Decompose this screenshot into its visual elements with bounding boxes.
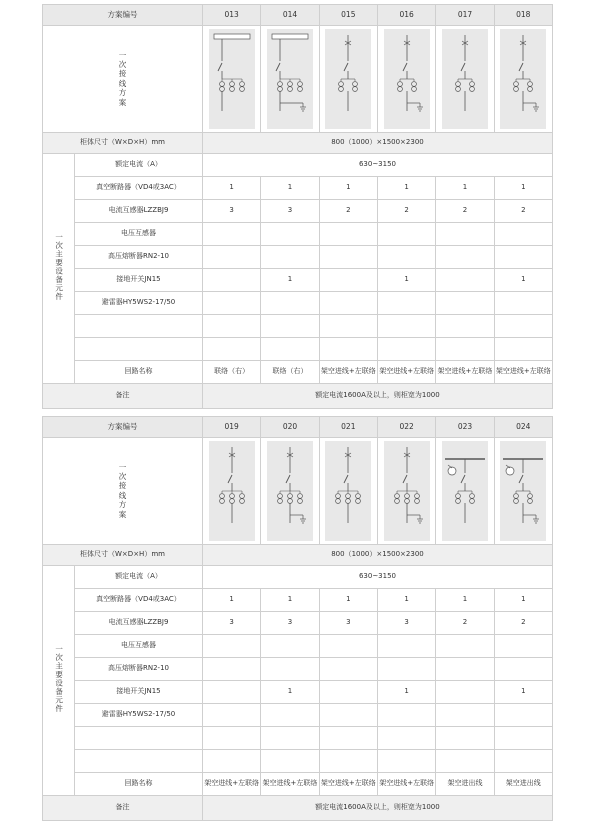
component-value <box>436 338 494 361</box>
component-value <box>319 269 377 292</box>
circuit-name: 架空进线+左联络 <box>494 361 552 384</box>
circuit-name: 架空进线+左联络 <box>203 773 261 796</box>
component-value <box>261 727 319 750</box>
dimensions-value: 800（1000）×1500×2300 <box>203 133 553 154</box>
component-value <box>261 292 319 315</box>
wiring-diagram <box>442 441 488 541</box>
component-row <box>43 681 553 704</box>
remark-value: 额定电流1600A及以上，则柜宽为1000 <box>203 384 553 409</box>
component-value: 3 <box>203 612 261 635</box>
wiring-diagram <box>209 29 255 129</box>
rated-current-value: 630~3150 <box>203 154 553 177</box>
remark-label: 备注 <box>43 384 203 409</box>
component-value: 2 <box>319 200 377 223</box>
remark-value: 额定电流1600A及以上，则柜宽为1000 <box>203 796 553 821</box>
component-label: 接地开关JN15 <box>75 269 203 292</box>
component-value <box>203 338 261 361</box>
wiring-diagram-cell <box>203 26 261 133</box>
wiring-diagram-cell <box>494 438 552 545</box>
component-value: 1 <box>494 269 552 292</box>
component-value: 2 <box>377 200 435 223</box>
component-value <box>436 704 494 727</box>
scheme-code: 024 <box>494 417 552 438</box>
component-label: 真空断路器（VD4或3AC） <box>75 589 203 612</box>
header-row <box>43 5 553 26</box>
component-value <box>436 315 494 338</box>
component-value <box>261 315 319 338</box>
circuit-label: 回路名称 <box>75 773 203 796</box>
component-value <box>436 269 494 292</box>
component-label <box>75 315 203 338</box>
component-value <box>377 246 435 269</box>
component-value <box>261 635 319 658</box>
component-value <box>203 223 261 246</box>
wiring-diagram <box>325 29 371 129</box>
component-value <box>377 292 435 315</box>
wiring-diagram-cell <box>203 438 261 545</box>
component-value: 1 <box>377 177 435 200</box>
component-value <box>494 292 552 315</box>
component-value: 3 <box>377 612 435 635</box>
dimensions-label: 柜体尺寸（W×D×H）mm <box>43 545 203 566</box>
component-value <box>436 658 494 681</box>
component-row <box>43 750 553 773</box>
wiring-diagram-cell <box>319 26 377 133</box>
wiring-diagram <box>267 29 313 129</box>
circuit-name: 联络（右） <box>203 361 261 384</box>
component-value <box>203 315 261 338</box>
component-value <box>494 704 552 727</box>
component-row <box>43 200 553 223</box>
component-label: 避雷器HY5WS2-17/50 <box>75 704 203 727</box>
section-label-cell <box>43 566 75 796</box>
rated-current-value: 630~3150 <box>203 566 553 589</box>
remark-row <box>43 384 553 409</box>
component-value <box>494 338 552 361</box>
rated-current-row <box>43 154 553 177</box>
component-value <box>494 750 552 773</box>
component-value <box>377 727 435 750</box>
wiring-diagram-cell <box>319 438 377 545</box>
component-label: 避雷器HY5WS2-17/50 <box>75 292 203 315</box>
component-value <box>319 704 377 727</box>
component-value: 3 <box>319 612 377 635</box>
header-label: 方案编号 <box>43 5 203 26</box>
component-value: 1 <box>261 177 319 200</box>
wiring-diagram <box>325 441 371 541</box>
component-value <box>494 315 552 338</box>
dimensions-label: 柜体尺寸（W×D×H）mm <box>43 133 203 154</box>
section-label: 一次主要设备元件 <box>54 645 64 714</box>
scheme-code: 018 <box>494 5 552 26</box>
component-value <box>203 246 261 269</box>
component-value: 1 <box>261 681 319 704</box>
component-row <box>43 589 553 612</box>
component-value <box>436 635 494 658</box>
component-value <box>377 338 435 361</box>
component-label: 电流互感器LZZBJ9 <box>75 612 203 635</box>
component-value <box>494 223 552 246</box>
wiring-diagram-cell <box>261 438 319 545</box>
component-value <box>319 315 377 338</box>
component-label: 电压互感器 <box>75 635 203 658</box>
circuit-name: 架空进线+左联络 <box>436 361 494 384</box>
component-value <box>319 727 377 750</box>
component-value <box>203 635 261 658</box>
component-value <box>436 681 494 704</box>
component-value <box>261 338 319 361</box>
component-value: 1 <box>203 177 261 200</box>
diagram-label-cell <box>43 438 203 545</box>
wiring-diagram <box>267 441 313 541</box>
scheme-grid <box>42 416 553 821</box>
component-value: 1 <box>261 269 319 292</box>
component-value <box>319 223 377 246</box>
scheme-code: 022 <box>377 417 435 438</box>
component-value <box>203 704 261 727</box>
wiring-diagram <box>209 441 255 541</box>
component-row <box>43 612 553 635</box>
component-value <box>377 704 435 727</box>
wiring-diagram-cell <box>377 438 435 545</box>
component-label: 高压熔断器RN2-10 <box>75 658 203 681</box>
circuit-label: 回路名称 <box>75 361 203 384</box>
component-value: 1 <box>494 681 552 704</box>
wiring-diagram <box>384 441 430 541</box>
component-label: 电压互感器 <box>75 223 203 246</box>
component-row <box>43 246 553 269</box>
component-value <box>261 223 319 246</box>
component-label: 电流互感器LZZBJ9 <box>75 200 203 223</box>
component-value <box>436 750 494 773</box>
scheme-code: 015 <box>319 5 377 26</box>
component-value <box>319 658 377 681</box>
wiring-diagram <box>442 29 488 129</box>
component-row <box>43 269 553 292</box>
diagram-label-cell <box>43 26 203 133</box>
rated-current-label: 额定电流（A） <box>75 154 203 177</box>
component-value <box>203 727 261 750</box>
component-value <box>436 223 494 246</box>
scheme-code: 014 <box>261 5 319 26</box>
remark-row <box>43 796 553 821</box>
circuit-name: 架空进线+左联络 <box>261 773 319 796</box>
wiring-diagram-cell <box>436 438 494 545</box>
section-label: 一次主要设备元件 <box>54 233 64 302</box>
component-value <box>261 246 319 269</box>
component-value: 2 <box>436 612 494 635</box>
component-value <box>203 269 261 292</box>
wiring-diagram-cell <box>494 26 552 133</box>
component-value <box>319 750 377 773</box>
section-label-cell <box>43 154 75 384</box>
component-value <box>494 658 552 681</box>
component-value <box>494 727 552 750</box>
scheme-table-2 <box>42 416 552 821</box>
component-value <box>319 338 377 361</box>
component-value <box>261 658 319 681</box>
circuit-name: 架空进线+左联络 <box>319 773 377 796</box>
component-row <box>43 635 553 658</box>
component-value <box>261 704 319 727</box>
remark-label: 备注 <box>43 796 203 821</box>
component-row <box>43 727 553 750</box>
component-value: 1 <box>319 589 377 612</box>
circuit-name: 联络（右） <box>261 361 319 384</box>
component-value <box>319 635 377 658</box>
component-value: 1 <box>494 177 552 200</box>
rated-current-label: 额定电流（A） <box>75 566 203 589</box>
scheme-code: 013 <box>203 5 261 26</box>
component-value <box>319 246 377 269</box>
component-value <box>203 681 261 704</box>
circuit-name: 架空进出线 <box>436 773 494 796</box>
component-value <box>436 246 494 269</box>
component-value: 1 <box>436 589 494 612</box>
component-value: 2 <box>436 200 494 223</box>
component-label <box>75 750 203 773</box>
component-value <box>377 658 435 681</box>
circuit-row <box>43 361 553 384</box>
scheme-code: 016 <box>377 5 435 26</box>
header-label: 方案编号 <box>43 417 203 438</box>
component-label: 接地开关JN15 <box>75 681 203 704</box>
component-row <box>43 223 553 246</box>
component-value: 1 <box>319 177 377 200</box>
component-value <box>436 727 494 750</box>
diagram-label: 一次接线方案 <box>118 50 127 107</box>
component-value: 1 <box>377 589 435 612</box>
header-row <box>43 417 553 438</box>
circuit-name: 架空进线+左联络 <box>377 361 435 384</box>
component-value: 1 <box>377 681 435 704</box>
component-value <box>494 246 552 269</box>
scheme-grid <box>42 4 553 409</box>
component-value <box>377 315 435 338</box>
component-value: 1 <box>377 269 435 292</box>
component-value: 1 <box>261 589 319 612</box>
wiring-diagram-cell <box>377 26 435 133</box>
component-value <box>203 292 261 315</box>
component-row <box>43 177 553 200</box>
scheme-code: 021 <box>319 417 377 438</box>
diagram-row <box>43 438 553 545</box>
component-value <box>377 223 435 246</box>
component-value <box>377 750 435 773</box>
component-label <box>75 338 203 361</box>
component-label <box>75 727 203 750</box>
component-row <box>43 315 553 338</box>
circuit-name: 架空进出线 <box>494 773 552 796</box>
component-value: 3 <box>261 200 319 223</box>
circuit-row <box>43 773 553 796</box>
wiring-diagram <box>500 29 546 129</box>
scheme-code: 019 <box>203 417 261 438</box>
scheme-table-1 <box>42 4 552 409</box>
dimensions-row <box>43 133 553 154</box>
component-value: 3 <box>261 612 319 635</box>
component-row <box>43 292 553 315</box>
component-value: 2 <box>494 612 552 635</box>
component-label: 真空断路器（VD4或3AC） <box>75 177 203 200</box>
wiring-diagram <box>500 441 546 541</box>
rated-current-row <box>43 566 553 589</box>
component-row <box>43 658 553 681</box>
dimensions-row <box>43 545 553 566</box>
diagram-row <box>43 26 553 133</box>
scheme-code: 017 <box>436 5 494 26</box>
diagram-label: 一次接线方案 <box>118 462 127 519</box>
scheme-code: 023 <box>436 417 494 438</box>
component-value: 1 <box>494 589 552 612</box>
component-value <box>436 292 494 315</box>
dimensions-value: 800（1000）×1500×2300 <box>203 545 553 566</box>
component-value: 3 <box>203 200 261 223</box>
component-label: 高压熔断器RN2-10 <box>75 246 203 269</box>
component-value <box>494 635 552 658</box>
component-value <box>261 750 319 773</box>
component-value: 1 <box>436 177 494 200</box>
circuit-name: 架空进线+左联络 <box>377 773 435 796</box>
wiring-diagram <box>384 29 430 129</box>
circuit-name: 架空进线+左联络 <box>319 361 377 384</box>
component-value <box>319 292 377 315</box>
component-row <box>43 338 553 361</box>
component-value: 2 <box>494 200 552 223</box>
wiring-diagram-cell <box>261 26 319 133</box>
component-value <box>377 635 435 658</box>
component-value <box>203 750 261 773</box>
component-value <box>319 681 377 704</box>
wiring-diagram-cell <box>436 26 494 133</box>
scheme-code: 020 <box>261 417 319 438</box>
component-value: 1 <box>203 589 261 612</box>
component-row <box>43 704 553 727</box>
component-value <box>203 658 261 681</box>
